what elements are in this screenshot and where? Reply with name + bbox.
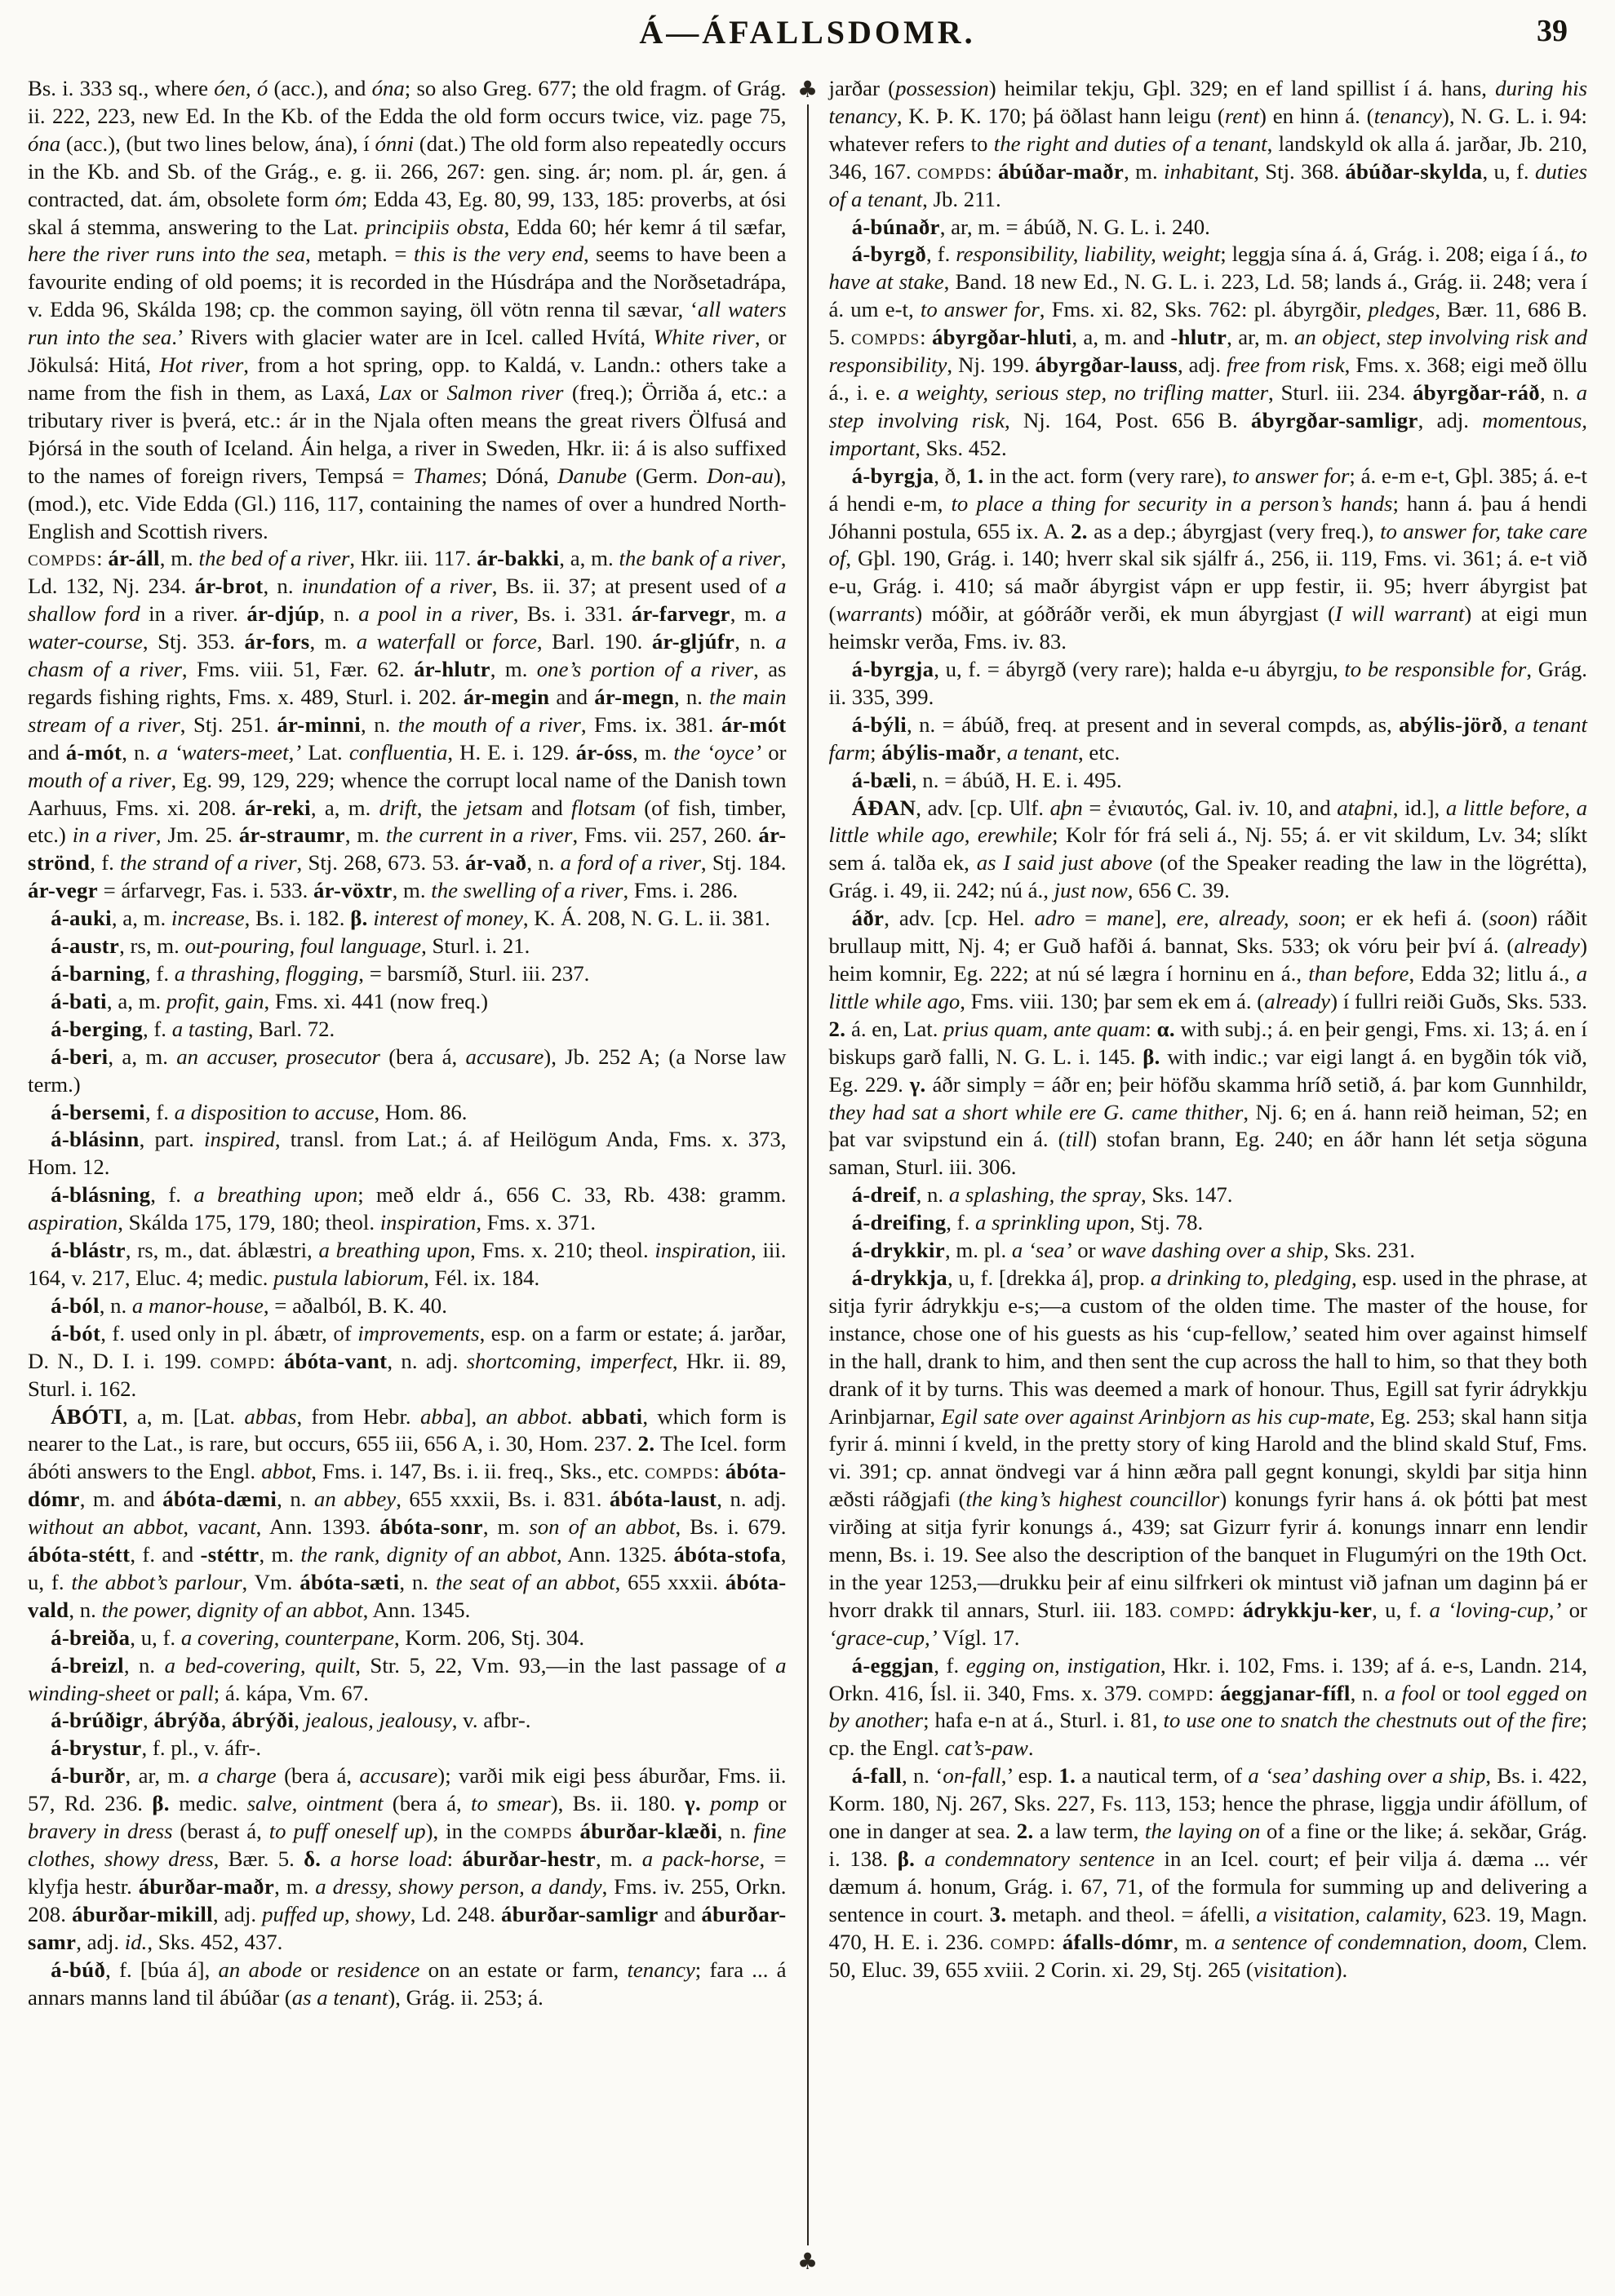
dictionary-entry: á-búð, f. [búa á], an abode or residence on an estate or farm, tenancy; fara ... á annars manns land til ábúðar (as a tenant), Grág. ii. 253; á. bbox=[28, 1957, 787, 2010]
dictionary-entry: ÁÐAN, adv. [cp. Ulf. aþn = ἐνιαυτός, Gal. iv. 10, and ataþni, id.], a little before, a little while ago, erewhile; Kolr fór frá seli á., Nj. 55; á. er vit skildum, Lv. 34; slíkt sem á. talða ek, as I said just above (of the Speaker reading the law in the lögrétta), Grág. i. 49, ii. 242; nú á., just now, 656 C. 39. bbox=[828, 795, 1587, 903]
dictionary-entry: á-bati, a, m. profit, gain, Fms. xi. 441 (now freq.) bbox=[51, 988, 489, 1013]
trefoil-ornament-top: ♣ bbox=[796, 76, 819, 103]
dictionary-entry: á-bót, f. used only in pl. ábætr, of improvements, esp. on a farm or estate; á. jarðar, D. N., D. I. i. 199. compd: ábóta-vant, n. adj. shortcoming, imperfect, Hkr. ii. 89, Sturl. i. 162. bbox=[28, 1320, 787, 1401]
dictionary-entry: á-blásinn, part. inspired, transl. from Lat.; á. af Heilögum Anda, Fms. x. 373, Hom. 12. bbox=[28, 1127, 787, 1180]
dictionary-entry: á-brystur, f. pl., v. áfr-. bbox=[51, 1735, 262, 1761]
dictionary-entry: á-dreif, n. a splashing, the spray, Sks. 147. bbox=[851, 1182, 1233, 1208]
dictionary-entry: á-byrgja, ð, 1. in the act. form (very rare), to answer for; á. e-m e-t, Gþl. 385; á. e-t á hendi e-m, to place a thing for security in a person’s hands; hann á. þau á hendi Jóhanni postula, 655 ix. A. 2. as a dep.; ábyrgjast (very freq.), to answer for, take care of, Gþl. 190, Grág. i. 140; hverr skal sik sjálfr á., 256, ii. 119, Fms. vi. 361; á. e-t við e-u, Grág. i. 410; sá maðr ábyrgist vápn er upp festir, ii. 95; hverr ábyrgist þat (warrants) móðir, at góðráðr verði, ek mun ábyrgjast (I will warrant) at eigi mun heimskr verða, Fms. iv. 83. bbox=[828, 463, 1588, 654]
dictionary-entry: ÁBÓTI, a, m. [Lat. abbas, from Hebr. abba], an abbot. abbati, which form is nearer to the Lat., is rare, but occurs, 655 iii, 656 A, i. 30, Hom. 237. 2. The Icel. form ábóti answers to the Engl. abbot, Fms. i. 147, Bs. i. ii. freq., Sks., etc. compds: ábóta-dómr, m. and ábóta-dæmi, n. an abbey, 655 xxxii, Bs. i. 831. ábóta-laust, n. adj. without an abbot, vacant, Ann. 1393. ábóta-sonr, m. son of an abbot, Bs. i. 679. ábóta-stétt, f. and -stéttr, m. the rank, dignity of an abbot, Ann. 1325. ábóta-stofa, u, f. the abbot’s parlour, Vm. ábóta-sæti, n. the seat of an abbot, 655 xxxii. ábóta-vald, n. the power, dignity of an abbot, Ann. 1345. bbox=[28, 1403, 787, 1622]
dictionary-entry: á-búnaðr, ar, m. = ábúð, N. G. L. i. 240. bbox=[851, 214, 1210, 239]
dictionary-entry: á-burðr, ar, m. a charge (bera á, accusare); varði mik eigi þess áburðar, Fms. ii. 57, Rd. 236. β. medic. salve, ointment (bera á, to smear), Bs. ii. 180. γ. pomp or bravery in dress (berast á, to puff oneself up), in the compds áburðar-klæði, n. fine clothes, showy dress, Bær. 5. δ. a horse load: áburðar-hestr, m. a pack-horse, = klyfja hestr. áburðar-maðr, m. a dressy, showy person, a dandy, Fms. iv. 255, Orkn. 208. áburðar-mikill, adj. puffed up, showy, Ld. 248. áburðar-samligr and áburðar-samr, adj. id., Sks. 452, 437. bbox=[28, 1763, 787, 1954]
dictionary-entry: á-drykkir, m. pl. a ‘sea’ or wave dashing over a ship, Sks. 231. bbox=[851, 1238, 1416, 1263]
dictionary-entry: á-berging, f. a tasting, Barl. 72. bbox=[51, 1016, 335, 1041]
dictionary-entry: á-blástr, rs, m., dat. áblæstri, a breathing upon, Fms. x. 210; theol. inspiration, iii. 164, v. 217, Eluc. 4; medic. pustula labiorum, Fél. ix. 184. bbox=[28, 1238, 787, 1290]
running-head bbox=[28, 13, 1587, 59]
dictionary-entry: á-blásning, f. a breathing upon; með eldr á., 656 C. 33, Rb. 438: gramm. aspiration, Skálda 175, 179, 180; theol. inspiration, Fms. x. 371. bbox=[28, 1182, 787, 1235]
dictionary-entry: á-ból, n. a manor-house, = aðalból, B. K. 40. bbox=[51, 1292, 447, 1318]
dictionary-entry: á-byrgja, u, f. = ábyrgð (very rare); halda e-u ábyrgju, to be responsible for, Grág. ii. 335, 399. bbox=[828, 657, 1587, 709]
dictionary-entry: jarðar (possession) heimilar tekju, Gþl. 329; en ef land spillist í á. hans, during his tenancy, K. Þ. K. 170; þá öðlast hann leigu (rent) en hinn á. (tenancy), N. G. L. i. 94: whatever refers to the right and duties of a tenant, landskyld ok alla á. jarðar, Jb. 210, 346, 167. compds: ábúðar-maðr, m. inhabitant, Stj. 368. ábúðar-skylda, u, f. duties of a tenant, Jb. 211. bbox=[828, 76, 1588, 211]
dictionary-entry: á-beri, a, m. an accuser, prosecutor (bera á, accusare), Jb. 252 A; (a Norse law term.) bbox=[28, 1044, 787, 1097]
dictionary-entry: á-brúðigr, ábrýða, ábrýði, jealous, jealousy, v. afbr-. bbox=[51, 1708, 531, 1733]
dictionary-entry: á-dreifing, f. a sprinkling upon, Stj. 78. bbox=[851, 1210, 1204, 1235]
dictionary-entry: á-breizl, n. a bed-covering, quilt, Str. 5, 22, Vm. 93,—in the last passage of a winding-sheet or pall; á. kápa, Vm. 67. bbox=[28, 1652, 787, 1705]
dictionary-entry: á-bæli, n. = ábúð, H. E. i. 495. bbox=[851, 767, 1122, 792]
dictionary-entry: á-býli, n. = ábúð, freq. at present and in several compds, as, abýlis-jörð, a tenant farm; ábýlis-maðr, a tenant, etc. bbox=[828, 711, 1588, 765]
dictionary-entry: compds: ár-áll, m. the bed of a river, Hkr. iii. 117. ár-bakki, a, m. the bank of a river, Ld. 132, Nj. 234. ár-brot, n. inundation of a river, Bs. ii. 37; at present used of a shallow ford in a river. ár-djúp, n. a pool in a river, Bs. i. 331. ár-farvegr, m. a water-course, Stj. 353. ár-fors, m. a waterfall or force, Barl. 190. ár-gljúfr, n. a chasm of a river, Fms. viii. 51, Fær. 62. ár-hlutr, m. one’s portion of a river, as regards fishing rights, Fms. x. 489, Sturl. i. 202. ár-megin and ár-megn, n. the main stream of a river, Stj. 251. ár-minni, n. the mouth of a river, Fms. ix. 381. ár-mót and á-mót, n. a ‘waters-meet,’ Lat. confluentia, H. E. i. 129. ár-óss, m. the ‘oyce’ or mouth of a river, Eg. 99, 129, 229; whence the corrupt local name of the Danish town Aarhuus, Fms. xi. 208. ár-reki, a, m. drift, the jetsam and flotsam (of fish, timber, etc.) in a river, Jm. 25. ár-straumr, m. the current in a river, Fms. vii. 257, 260. ár-strönd, f. the strand of a river, Stj. 268, 673. 53. ár-vað, n. a ford of a river, Stj. 184. ár-vegr = árfarvegr, Fas. i. 533. ár-vöxtr, m. the swelling of a river, Fms. i. 286. bbox=[28, 546, 787, 903]
dictionary-entry: á-eggjan, f. egging on, instigation, Hkr. i. 102, Fms. i. 139; af á. e-s, Landn. 214, Orkn. 416, Ísl. ii. 340, Fms. x. 379. compd: áeggjanar-fífl, n. a fool or tool egged on by another; hafa e-n at á., Sturl. i. 81, to use one to snatch the chestnuts out of the fire; cp. the Engl. cat’s-paw. bbox=[828, 1652, 1588, 1761]
dictionary-entry: á-auki, a, m. increase, Bs. i. 182. β. interest of money, K. Á. 208, N. G. L. ii. 381. bbox=[51, 906, 770, 931]
dictionary-entry: á-austr, rs, m. out-pouring, foul language, Sturl. i. 21. bbox=[51, 933, 530, 959]
dictionary-entry: á-fall, n. ‘on-fall,’ esp. 1. a nautical term, of a ‘sea’ dashing over a ship, Bs. i. 422, Korm. 180, Nj. 267, Sks. 227, Fs. 113, 153; hence the phrase, liggja undir áföllum, of one in danger at sea. 2. a law term, the laying on of a fine or the like; á. sekðar, Grág. i. 138. β. a condemnatory sentence in an Icel. court; ef þeir vilja á. dæma ... vér dæmum á. honum, Grág. i. 67, 71, of the formula for summing up and delivering a sentence in court. 3. metaph. and theol. = áfelli, a visitation, calamity, 623. 19, Magn. 470, H. E. i. 236. compd: áfalls-dómr, m. a sentence of condemnation, doom, Clem. 50, Eluc. 39, 655 xviii. 2 Corin. xi. 29, Stj. 265 (visitation). bbox=[828, 1763, 1588, 1982]
dictionary-entry: á-breiða, u, f. a covering, counterpane, Korm. 206, Stj. 304. bbox=[51, 1624, 585, 1650]
dictionary-entry: Bs. i. 333 sq., where óen, ó (acc.), and óna; so also Greg. 677; the old fragm. of Grág. ii. 222, 223, new Ed. In the Kb. of the Edda the old form occurs twice, viz. page 75, óna (acc.), (but two lines below, ána), í ónni (dat.) The old form also repeatedly occurs in the Kb. and Sb. of the Grág., e. g. ii. 266, 267: gen. sing. ár; nom. pl. ár, gen. á contracted, dat. ám, obsolete form óm; Edda 43, Eg. 80, 99, 133, 185: proverbs, at ósi skal á stemma, answering to the Lat. principiis obsta, Edda 60; hér kemr á til sæfar, here the river runs into the sea, metaph. = this is the very end, seems to have been a favourite ending of old poems; it is recorded in the Húsdrápa and the Norðsetadrápa, v. Edda 96, Skálda 198; cp. the common saying, öll vötn renna til sævar, ‘all waters run into the sea.’ Rivers with glacier water are in Icel. called Hvítá, White river, or Jökulsá: Hitá, Hot river, from a hot spring, opp. to Kaldá, v. Landn.: others take a name from the fish in them, as Laxá, Lax or Salmon river (freq.); Örriða á, etc.: a tributary river is þverá, etc.: ár in the Njala often means the great rivers Ölfusá and Þjórsá in the south of Iceland. Áin helga, a river in Sweden, Hkr. ii: á is also suffixed to the names of foreign rivers, Tempsá = Thames; Dóná, Danube (Germ. Don-au), (mod.), etc. Vide Edda (Gl.) 116, 117, containing the names of over a hundred North-English and Scottish rivers. bbox=[28, 76, 787, 543]
page-number: 39 bbox=[1537, 14, 1568, 48]
page-title: Á—ÁFALLSDOMR. bbox=[639, 14, 976, 51]
right-column bbox=[829, 75, 1588, 2285]
dictionary-entry: á-bersemi, f. a disposition to accuse, Hom. 86. bbox=[51, 1099, 468, 1124]
dictionary-entry: á-barning, f. a thrashing, flogging, = barsmíð, Sturl. iii. 237. bbox=[51, 961, 590, 986]
dictionary-entry: á-drykkja, u, f. [drekka á], prop. a drinking to, pledging, esp. used in the phrase, at sitja fyrir ádrykkju e-s;—a custom of the olden time. The master of the house, for instance, chose one of his guests as his ‘cup-fellow,’ seated him over against himself in the hall, drank to him, and then sent the cup across the hall to him, so that they both drank of it by turns. This was deemed a mark of honour. Thus, Egill sat fyrir ádrykkju Arinbjarnar, Egil sate over against Arinbjorn as his cup-mate, Eg. 253; skal hann sitja fyrir á. minni í kveld, in the pretty story of king Harold and the blind skald Stuf, Fms. vi. 391; cp. annat öndvegi var á hinn æðra pall gegnt konungi, skyldi þar sitja hinn æðsti ráðgjafi (the king’s highest councillor) konungs fyrir hans á. ok þótti þat mest virðing at sitja fyrir konungs á., 439; sat Gizurr fyrir á. konungs innarr enn lendir menn, Bs. i. 19. See also the description of the banquet in Flugumýri on the 19th Oct. in the year 1253,—drukku þeir af einu silfrkeri ok mintust við jafnan um daginn þá er hvorr drakk til annars, Sturl. iii. 183. compd: ádrykkju-ker, u, f. a ‘loving-cup,’ or ‘grace-cup,’ Vígl. 17. bbox=[828, 1265, 1588, 1650]
dictionary-entry: áðr, adv. [cp. Hel. adro = mane], ere, already, soon; er ek hefi á. (soon) ráðit brullaup mitt, Nj. 4; er Guð hafði á. bannat, Sks. 533; ok vóru þeir því á. (already) heim komnir, Eg. 222; at nú sé lægra í horninu en á., than before, Edda 32; litlu á., a little while ago, Fms. viii. 130; þar sem ek em á. (already) í fullri reiði Guðs, Sks. 533. 2. á. en, Lat. prius quam, ante quam: α. with subj.; á. en þeir gengi, Fms. xi. 13; á. en í biskups garð falli, N. G. L. i. 145. β. with indic.; var eigi langt á. en bygðin tók við, Eg. 229. γ. áðr simply = áðr en; þeir höfðu skamma hríð setið, á. þar kom Gunnhildr, they had sat a short while ere G. came thither, Nj. 6; en á. hann reið heiman, 52; en þat var svipstund ein á. (till) stofan brann, Eg. 240; en áðr hann lét setja söguna saman, Sturl. iii. 306. bbox=[828, 906, 1588, 1180]
left-column bbox=[28, 75, 787, 2285]
dictionary-entry: á-byrgð, f. responsibility, liability, weight; leggja sína á. á, Grág. i. 208; eiga í á., to have at stake, Band. 18 new Ed., N. G. L. i. 223, Ld. 58; lands á., Grág. ii. 248; vera í á. um e-t, to answer for, Fms. xi. 82, Sks. 762: pl. ábyrgðir, pledges, Bær. 11, 686 B. 5. compds: ábyrgðar-hluti, a, m. and -hlutr, ar, m. an object, step involving risk and responsibility, Nj. 199. ábyrgðar-lauss, adj. free from risk, Fms. x. 368; eigi með öllu á., i. e. a weighty, serious step, no trifling matter, Sturl. iii. 234. ábyrgðar-ráð, n. a step involving risk, Nj. 164, Post. 656 B. ábyrgðar-samligr, adj. momentous, important, Sks. 452. bbox=[828, 242, 1587, 460]
text-columns bbox=[28, 75, 1587, 2285]
trefoil-ornament-bottom: ♣ bbox=[796, 2248, 819, 2275]
